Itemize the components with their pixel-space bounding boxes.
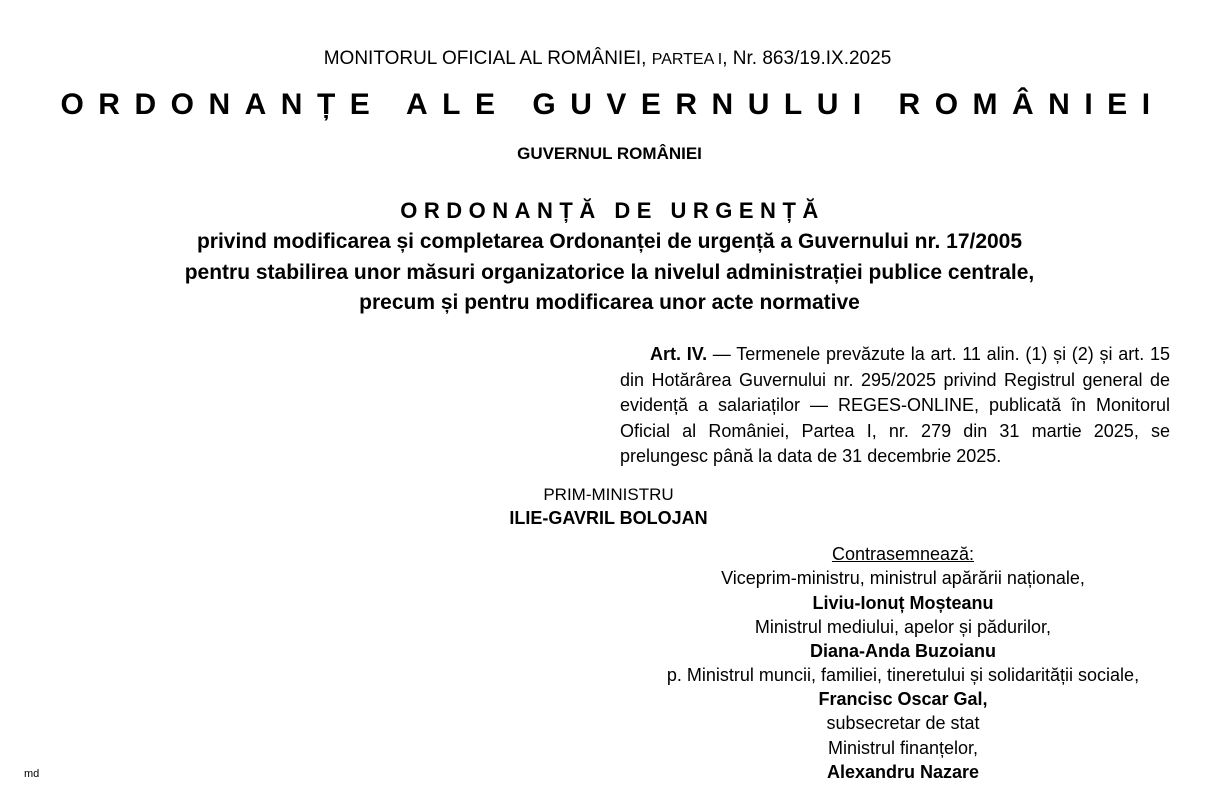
signatory-name: Francisc Oscar Gal, xyxy=(818,689,988,709)
signatory-role: Ministrul finanțelor, xyxy=(827,738,979,758)
gazette-part: PARTEA I xyxy=(651,51,723,68)
signatory-role: p. Ministrul muncii, familiei, tineretului și solidarității sociale, xyxy=(666,665,1140,685)
gazette-header xyxy=(0,48,1215,70)
ordinance-type: ORDONANȚĂ DE URGENȚĂ xyxy=(400,198,825,223)
signatory-name: Liviu-Ionuț Moșteanu xyxy=(812,593,994,613)
signatory-name: Alexandru Nazare xyxy=(826,762,980,782)
gazette-title: MONITORUL OFICIAL AL ROMÂNIEI, xyxy=(323,48,647,69)
ordinance-subject-line: precum și pentru modificarea unor acte normative xyxy=(359,291,860,314)
prime-minister-name: ILIE-GAVRIL BOLOJAN xyxy=(509,508,708,528)
footer-mark: md xyxy=(24,768,40,780)
signatory-role: Ministrul mediului, apelor și pădurilor, xyxy=(754,617,1052,637)
gazette-issue: , Nr. 863/19.IX.2025 xyxy=(722,48,892,69)
signatory-role: Viceprim-ministru, ministrul apărării naționale, xyxy=(721,568,1085,588)
signatory-name: Diana-Anda Buzoianu xyxy=(809,641,996,661)
countersigned-heading: Contrasemnează: xyxy=(831,544,975,564)
signatory-role-note: subsecretar de stat xyxy=(826,713,980,733)
section-title: ORDONANȚE ALE GUVERNULUI ROMÂNIEI xyxy=(60,88,1165,121)
ordinance-subject-line: privind modificarea și completarea Ordonanței de urgență a Guvernului nr. 17/2005 xyxy=(196,230,1023,253)
article-label: Art. IV. xyxy=(650,344,708,364)
prime-minister-title: PRIM-MINISTRU xyxy=(543,485,674,504)
issuer-name: GUVERNUL ROMÂNIEI xyxy=(517,144,702,163)
article-paragraph xyxy=(620,342,1170,470)
article-text: — Termenele prevăzute la art. 11 alin. (1) și (2) și art. 15 din Hotărârea Guvernului nr. 295/2025 privind Registrul general de evidență a salariaților — REGES-ONLINE, publicată în Monitorul Oficial al României, Partea I, nr. 279 din 31 martie 2025, se prelungesc până la data de 31 decembrie 2025. xyxy=(620,344,1170,466)
ordinance-subject-line: pentru stabilirea unor măsuri organizatorice la nivelul administrației publice centrale, xyxy=(184,261,1035,284)
